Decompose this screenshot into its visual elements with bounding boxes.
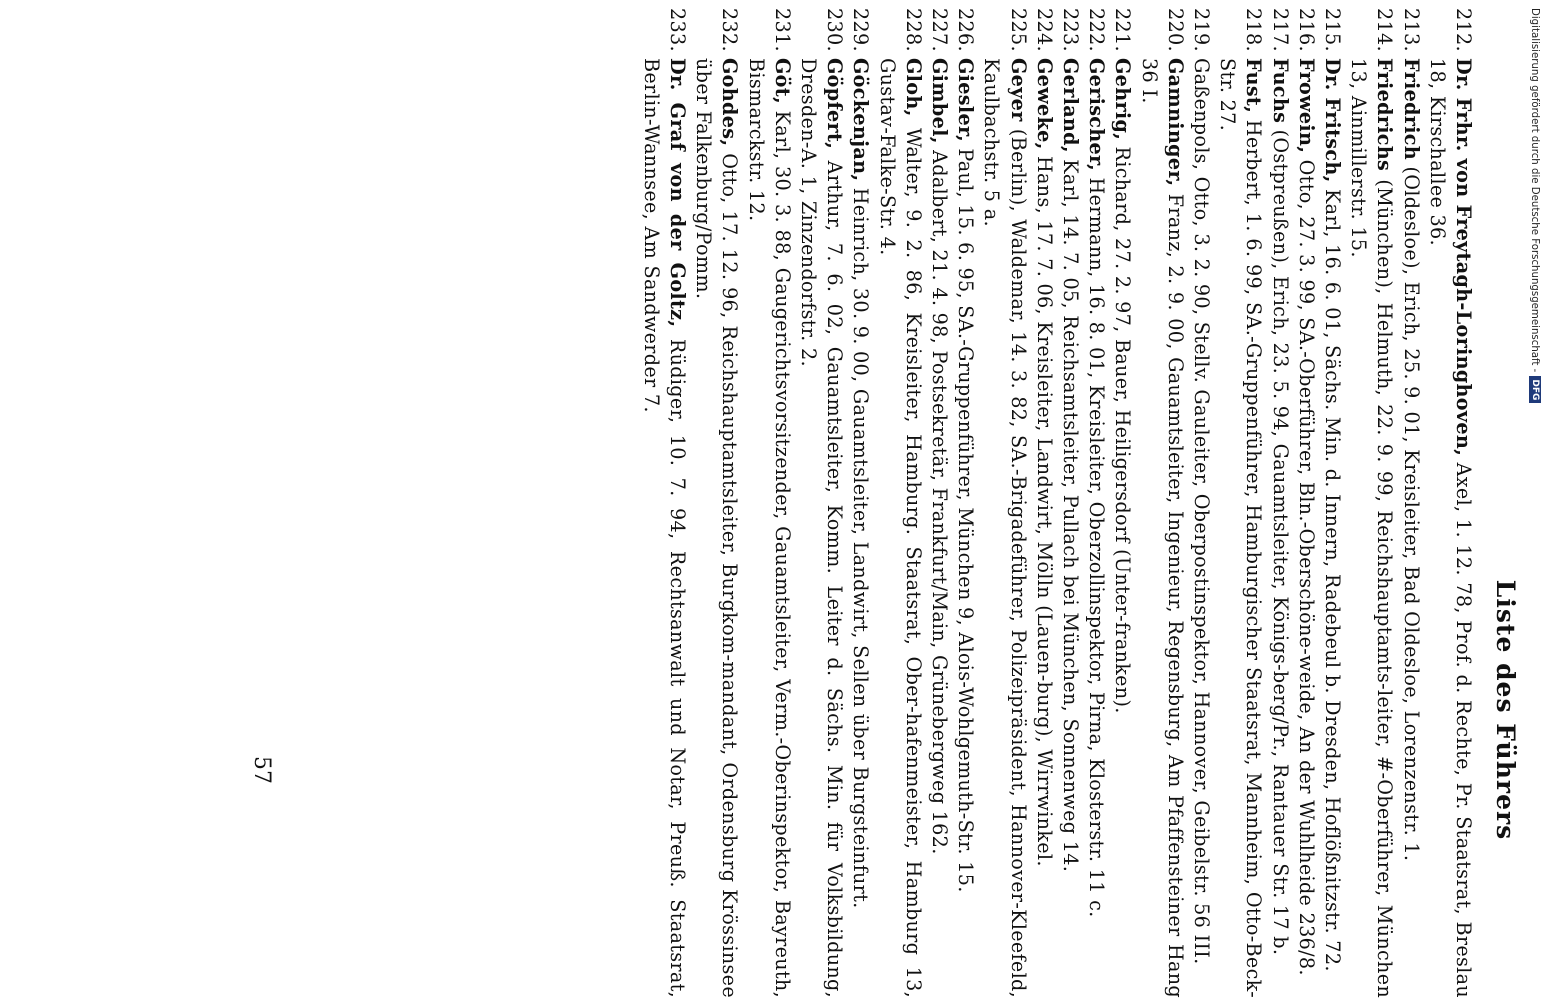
entry-number: 229. [849, 8, 873, 52]
list-item [847, 8, 873, 998]
entry-name: Gamninger, [1163, 58, 1187, 187]
entry-details: Arthur, 7. 6. 02, Gauamtsleiter, Komm. Leiter d. Sächs. Min. für Volksbildung, Dresden-A. 1, Zinzendorfstr. 2. [796, 58, 847, 998]
list-item [1397, 8, 1423, 998]
entry-number: 230. [823, 8, 847, 52]
list-item [1031, 8, 1057, 998]
entry-number: 228. [901, 8, 925, 52]
entry-number: 214. [1373, 8, 1397, 52]
entry-name: Giesler, [954, 58, 978, 142]
entry-name: Dr. Graf von der Goltz, [665, 58, 689, 328]
list-item [1424, 8, 1476, 998]
entry-details: Otto, 27. 3. 99, SA.-Oberführer, Bln.-Oberschöne-weide, An der Wuhlheide 236/8. [1294, 159, 1318, 976]
entry-number: 216. [1294, 8, 1318, 52]
list-item [1319, 8, 1345, 998]
entry-name: Gimbel, [927, 58, 951, 144]
entry-name: Gehrig, [1111, 58, 1135, 141]
list-item [1345, 8, 1397, 998]
list-item [1266, 8, 1292, 998]
list-item [795, 8, 847, 998]
page-number: 57 [249, 756, 274, 784]
entry-details: Axel, 1. 12. 78, Prof. d. Rechte, Pr. Staatsrat, Breslau 18, Kirschallee 36. [1425, 58, 1475, 999]
entry-details: (Oldesloe), Erich, 25. 9. 01, Kreisleiter, Bad Oldesloe, Lorenzenstr. 1. [1399, 166, 1423, 862]
list-item [873, 8, 925, 998]
entry-name: Gohdes, [718, 58, 742, 147]
entry-number: 225. [1006, 8, 1030, 52]
entry-details: Richard, 27. 2. 97, Bauer, Heiligersdorf (Unter-franken). [1111, 146, 1135, 714]
list-item [742, 8, 794, 998]
list-item [926, 8, 952, 998]
entry-details: Heinrich, 30. 9. 00, Gauamtsleiter, Landwirt, Sellen über Burgsteinfurt. [849, 187, 873, 909]
list-item [1109, 8, 1135, 998]
entry-details: Paul, 15. 6. 95, SA.-Gruppenführer, München 9, Alois-Wohlgemuth-Str. 15. [954, 148, 978, 893]
entry-name: Fust, [1242, 58, 1266, 114]
entry-name: Friedrich [1399, 58, 1423, 161]
entry-number: 232. [718, 8, 742, 52]
entry-number: 213. [1399, 8, 1423, 52]
entry-details: (Berlin), Waldemar, 14. 3. 82, SA.-Brigadeführer, Polizeipräsident, Hannover-Kleefeld, Kaulbachstr. 5 a. [980, 58, 1030, 998]
entry-name: Gerischer, [1085, 58, 1109, 172]
list-item [978, 8, 1030, 998]
entry-name: Gloh, [901, 58, 925, 117]
list-item [1057, 8, 1083, 998]
list-item [638, 8, 690, 998]
entry-details: Hermann, 16. 8. 01, Kreisleiter, Oberzollinspektor, Pirna, Klosterstr. 11 c. [1085, 177, 1109, 918]
digitization-credit-text: Digitalisierung gefördert durch die Deutsche Forschungsgemeinschaft - [1529, 8, 1541, 373]
list-item [1135, 8, 1187, 998]
list-item [1083, 8, 1109, 998]
entry-details: Rüdiger, 10. 7. 94, Rechtsanwalt und Notar, Preuß. Staatsrat, Berlin-Wannsee, Am Sandwerder 7. [639, 58, 689, 998]
entry-list [638, 8, 1477, 998]
entry-number: 231. [770, 8, 794, 52]
dfg-logo: DFG [1529, 376, 1541, 403]
entry-details: Gaßenpols, Otto, 3. 2. 90, Stellv. Gauleiter, Oberpostinspektor, Hannover, Geibelstr. 56 III. [1189, 58, 1213, 965]
entry-number: 222. [1085, 8, 1109, 52]
entry-details: Karl, 16. 6. 01, Sächs. Min. d. Innern, Radebeul b. Dresden, Hoflößnitzstr. 72. [1320, 189, 1344, 972]
entry-number: 227. [927, 8, 951, 52]
list-item [690, 8, 742, 998]
list-item [1293, 8, 1319, 998]
entry-name: Dr. Fritsch, [1320, 58, 1344, 183]
entry-name: Göt, [770, 58, 794, 104]
entry-number: 220. [1163, 8, 1187, 52]
entry-name: Göckenjan, [849, 58, 873, 182]
entry-details: Karl, 30. 3. 88, Gaugerichtsvorsitzender, Gauamtsleiter, Verm.-Oberinspektor, Bayreuth, Bismarckstr. 12. [744, 58, 794, 998]
entry-name: Geyer [1006, 58, 1030, 122]
entry-details: Hans, 17. 7. 06, Kreisleiter, Landwirt, Mölln (Lauen-burg), Wirrwinkel. [1032, 156, 1056, 867]
entry-details: Walter, 9. 2. 86, Kreisleiter, Hamburg. Staatsrat, Ober-hafenmeister, Hamburg 13, Gustav-Falke-Str. 4. [875, 58, 925, 998]
entry-name: Geweke, [1032, 58, 1056, 150]
entry-details: Otto, 17. 12. 96, Reichshauptamtsleiter, Burgkom-mandant, Ordensburg Krössinsee über Falkenburg/Pomm. [692, 58, 742, 998]
entry-number: 218. [1242, 8, 1266, 52]
entry-details: (München), Helmuth, 22. 9. 99, Reichshauptamts-leiter, #-Oberführer, München 13, Ainmillerstr. 15. [1347, 58, 1397, 999]
entry-number: 221. [1111, 8, 1135, 52]
entry-number: 212. [1452, 8, 1475, 52]
entry-name: Frowein, [1294, 58, 1318, 154]
entry-number: 224. [1032, 8, 1056, 52]
entry-number: 219. [1189, 8, 1213, 52]
entry-name: Gerland, [1058, 58, 1082, 153]
entry-number: 233. [665, 8, 689, 52]
entry-number: 217. [1268, 8, 1292, 52]
digitization-credit [1522, 8, 1548, 988]
entry-name: Friedrichs [1373, 58, 1397, 172]
entry-details: Karl, 14. 7. 05, Reichsamtsleiter, Pullach bei München, Sonnenweg 14. [1058, 159, 1082, 873]
entry-number: 223. [1058, 8, 1082, 52]
list-item [952, 8, 978, 998]
list-item [1214, 8, 1266, 998]
entry-name: Göpfert, [823, 58, 847, 150]
entry-number: 215. [1320, 8, 1344, 52]
entry-number: 226. [954, 8, 978, 52]
entry-details: (Ostpreußen), Erich, 23. 5. 94, Gauamtsleiter, Königs-berg/Pr., Rantauer Str. 17 b. [1268, 129, 1292, 956]
list-item [1188, 8, 1214, 998]
entry-details: Herbert, 1. 6. 99, SA.-Gruppenführer, Hamburgischer Staatsrat, Mannheim, Otto-Beck-Str. 27. [1216, 58, 1266, 998]
entry-details: Adalbert, 21. 4. 98, Postsekretär, Frankfurt/Main, Grünebergweg 162. [927, 150, 951, 855]
entry-name: Fuchs [1268, 58, 1292, 124]
entry-details: Franz, 2. 9. 00, Gauamtsleiter, Ingenieur, Regensburg, Am Pfaffensteiner Hang 36 I. [1137, 58, 1187, 998]
running-head: Liste des Führers [1491, 579, 1520, 841]
entry-name: Dr. Frhr. von Freytagh-Loringhoven, [1452, 58, 1475, 457]
